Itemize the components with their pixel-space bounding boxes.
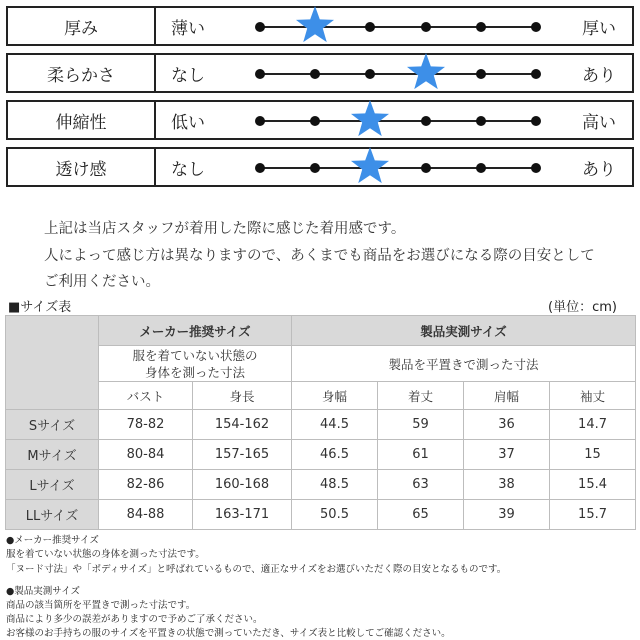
column-header-body-width: 身幅 — [292, 382, 378, 410]
table-cell: 154-162 — [193, 410, 292, 440]
table-cell: 63 — [378, 470, 464, 500]
footnote-product-title: ●製品実測サイズ — [6, 586, 81, 597]
footnote-line: 服を着ていない状態の身体を測った寸法です。 — [6, 549, 205, 560]
feel-max-label: あり — [582, 65, 616, 86]
scale-dot — [365, 69, 375, 79]
maker-size-description — [99, 346, 292, 382]
scale-dot — [255, 163, 265, 173]
feel-min-label: なし — [171, 65, 205, 86]
size-name: LLサイズ — [6, 500, 99, 530]
feel-scale-line — [260, 73, 536, 75]
feel-max-label: 高い — [582, 112, 616, 133]
column-header-bust: バスト — [99, 382, 193, 410]
footnote-maker-title: ●メーカー推奨サイズ — [6, 535, 99, 546]
scale-dot — [531, 116, 541, 126]
table-cell: 82-86 — [99, 470, 193, 500]
scale-dot — [255, 22, 265, 32]
feel-row-thickness — [6, 6, 634, 46]
feel-scale-line — [260, 120, 536, 122]
table-cell: 15.7 — [550, 500, 636, 530]
size-name: Mサイズ — [6, 440, 99, 470]
footnote-line: 「ヌード寸法」や「ボディサイズ」と呼ばれているもので、適正なサイズをお選びいただく際の目安となるものです。 — [6, 564, 507, 575]
table-cell: 78-82 — [99, 410, 193, 440]
table-row — [6, 500, 636, 530]
table-cell: 50.5 — [292, 500, 378, 530]
size-corner-cell — [6, 316, 99, 410]
table-cell: 61 — [378, 440, 464, 470]
star-icon — [350, 146, 390, 186]
table-row — [6, 410, 636, 440]
note-line: 上記は当店スタッフが着用した際に感じた着用感です。 — [44, 221, 406, 237]
column-header-height: 身長 — [193, 382, 292, 410]
table-cell: 163-171 — [193, 500, 292, 530]
feel-max-label: 厚い — [582, 18, 616, 39]
table-cell: 65 — [378, 500, 464, 530]
feel-label: 透け感 — [8, 149, 156, 185]
scale-dot — [531, 22, 541, 32]
table-row — [6, 440, 636, 470]
scale-dot — [476, 22, 486, 32]
scale-dot — [255, 69, 265, 79]
unit-label: (単位：cm) — [548, 300, 617, 315]
table-row — [6, 470, 636, 500]
scale-dot — [531, 163, 541, 173]
table-cell: 44.5 — [292, 410, 378, 440]
feel-max-label: あり — [582, 159, 616, 180]
feel-table — [6, 6, 634, 187]
scale-dot — [365, 22, 375, 32]
feel-min-label: 低い — [171, 112, 205, 133]
column-header-length: 着丈 — [378, 382, 464, 410]
table-cell: 80-84 — [99, 440, 193, 470]
table-cell: 36 — [464, 410, 550, 440]
note-line: ご利用ください。 — [44, 274, 160, 290]
table-cell: 15.4 — [550, 470, 636, 500]
maker-size-header: メーカー推奨サイズ — [99, 316, 292, 346]
feel-row-softness — [6, 53, 634, 93]
column-header-shoulder: 肩幅 — [464, 382, 550, 410]
maker-sub-line: 身体を測った寸法 — [145, 364, 246, 380]
table-cell: 38 — [464, 470, 550, 500]
table-cell: 84-88 — [99, 500, 193, 530]
maker-sub-line: 服を着ていない状態の — [132, 347, 258, 363]
scale-dot — [310, 163, 320, 173]
size-table-heading: ■サイズ表 — [8, 300, 72, 315]
scale-dot — [421, 116, 431, 126]
scale-dot — [310, 116, 320, 126]
star-icon — [295, 5, 335, 45]
scale-dot — [476, 163, 486, 173]
footnote-line: 商品により多少の誤差がありますので予めご了承ください。 — [6, 614, 263, 625]
size-name: Sサイズ — [6, 410, 99, 440]
table-cell: 59 — [378, 410, 464, 440]
scale-dot — [255, 116, 265, 126]
table-cell: 157-165 — [193, 440, 292, 470]
table-cell: 15 — [550, 440, 636, 470]
feel-label: 伸縮性 — [8, 102, 156, 138]
scale-dot — [421, 22, 431, 32]
table-cell: 160-168 — [193, 470, 292, 500]
feel-min-label: 薄い — [171, 18, 205, 39]
feel-row-stretch — [6, 100, 634, 140]
note-line: 人によって感じ方は異なりますので、あくまでも商品をお選びになる際の目安として — [44, 248, 595, 264]
scale-dot — [421, 163, 431, 173]
size-table — [5, 315, 636, 530]
table-cell: 39 — [464, 500, 550, 530]
column-header-sleeve: 袖丈 — [550, 382, 636, 410]
feel-scale-line — [260, 167, 536, 169]
scale-dot — [531, 69, 541, 79]
feel-label: 厚み — [8, 8, 156, 44]
table-cell: 14.7 — [550, 410, 636, 440]
scale-dot — [310, 69, 320, 79]
table-cell: 48.5 — [292, 470, 378, 500]
scale-dot — [476, 69, 486, 79]
feel-min-label: なし — [171, 159, 205, 180]
size-name: Lサイズ — [6, 470, 99, 500]
table-cell: 46.5 — [292, 440, 378, 470]
star-icon — [406, 52, 446, 92]
product-size-description: 製品を平置きで測った寸法 — [292, 346, 636, 382]
table-cell: 37 — [464, 440, 550, 470]
feel-label: 柔らかさ — [8, 55, 156, 91]
product-size-header: 製品実測サイズ — [292, 316, 636, 346]
star-icon — [350, 99, 390, 139]
feel-row-sheerness — [6, 147, 634, 187]
scale-dot — [476, 116, 486, 126]
footnote-line: 商品の該当箇所を平置きで測った寸法です。 — [6, 600, 196, 611]
footnote-line: お客様のお手持ちの服のサイズを平置きの状態で測っていただき、サイズ表と比較してご確認ください。 — [6, 628, 451, 639]
